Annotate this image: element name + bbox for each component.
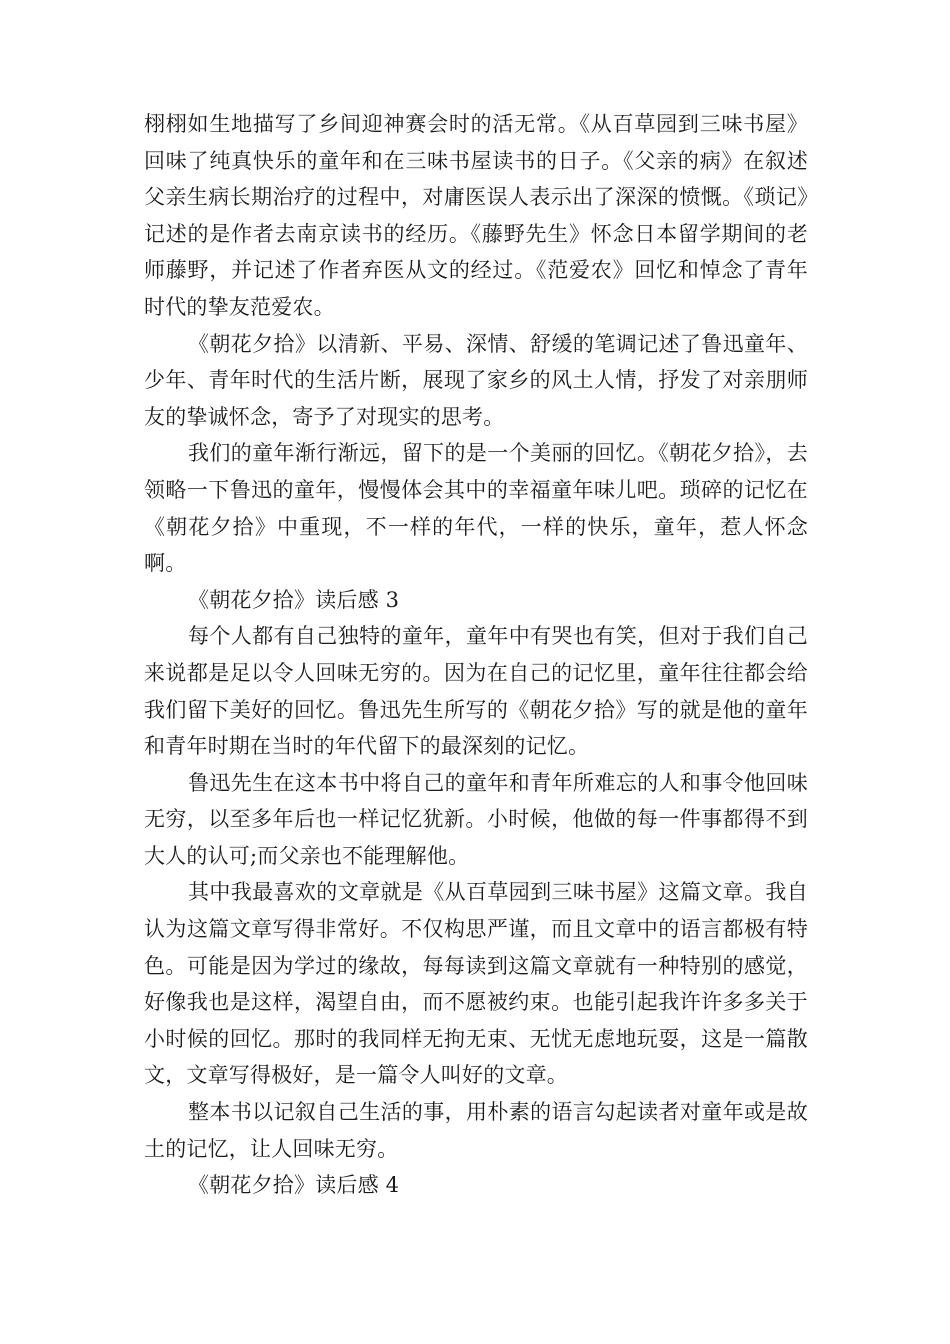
paragraph-childhood-memory: 我们的童年渐行渐远，留下的是一个美丽的回忆。《朝花夕拾》，去领略一下鲁迅的童年，慢慢体会其中的幸福童年味儿吧。琐碎的记忆在《朝花夕拾》中重现，不一样的年代，一样的快乐，童年，惹人怀念啊。 [144, 441, 808, 576]
paragraph-unique-childhood: 每个人都有自己独特的童年，童年中有哭也有笑，但对于我们自己来说都是足以令人回味无穷的。因为在自己的记忆里，童年往往都会给我们留下美好的回忆。鲁迅先生所写的《朝花夕拾》写的就是他的童年和青年时期在当时的年代留下的最深刻的记忆。 [144, 624, 808, 759]
paragraph-favorite-article: 其中我最喜欢的文章就是《从百草园到三味书屋》这篇文章。我自认为这篇文章写得非常好。不仅构思严谨，而且文章中的语言都极有特色。可能是因为学过的缘故，每每读到这篇文章就有一种特别的感觉，好像我也是这样，渴望自由，而不愿被约束。也能引起我许许多多关于小时候的回忆。那时的我同样无拘无束、无忧无虑地玩耍，这是一篇散文，文章写得极好，是一篇令人叫好的文章。 [144, 880, 808, 1088]
paragraph-book-conclusion: 整本书以记叙自己生活的事，用朴素的语言勾起读者对童年或是故土的记忆，让人回味无穷。 [144, 1100, 808, 1161]
paragraph-luxun-memories: 鲁迅先生在这本书中将自己的童年和青年所难忘的人和事令他回味无穷，以至多年后也一样记忆犹新。小时候，他做的每一件事都得不到大人的认可;而父亲也不能理解他。 [144, 770, 808, 868]
paragraph-book-style: 《朝花夕拾》以清新、平易、深情、舒缓的笔调记述了鲁迅童年、少年、青年时代的生活片断，展现了家乡的风土人情，抒发了对亲朋师友的挚诚怀念，寄予了对现实的思考。 [144, 331, 808, 429]
section-heading-review-3: 《朝花夕拾》读后感 3 [188, 587, 400, 612]
paragraph-book-contents-summary: 栩栩如生地描写了乡间迎神赛会时的活无常。《从百草园到三味书屋》回味了纯真快乐的童年和在三味书屋读书的日子。《父亲的病》在叙述父亲生病长期治疗的过程中，对庸医误人表示出了深深的愤慨。《琐记》记述的是作者去南京读书的经历。《藤野先生》怀念日本留学期间的老师藤野，并记述了作者弃医从文的经过。《范爱农》回忆和悼念了青年时代的挚友范爱农。 [144, 112, 808, 319]
document-body [144, 106, 808, 1204]
section-heading-review-4: 《朝花夕拾》读后感 4 [188, 1173, 400, 1198]
